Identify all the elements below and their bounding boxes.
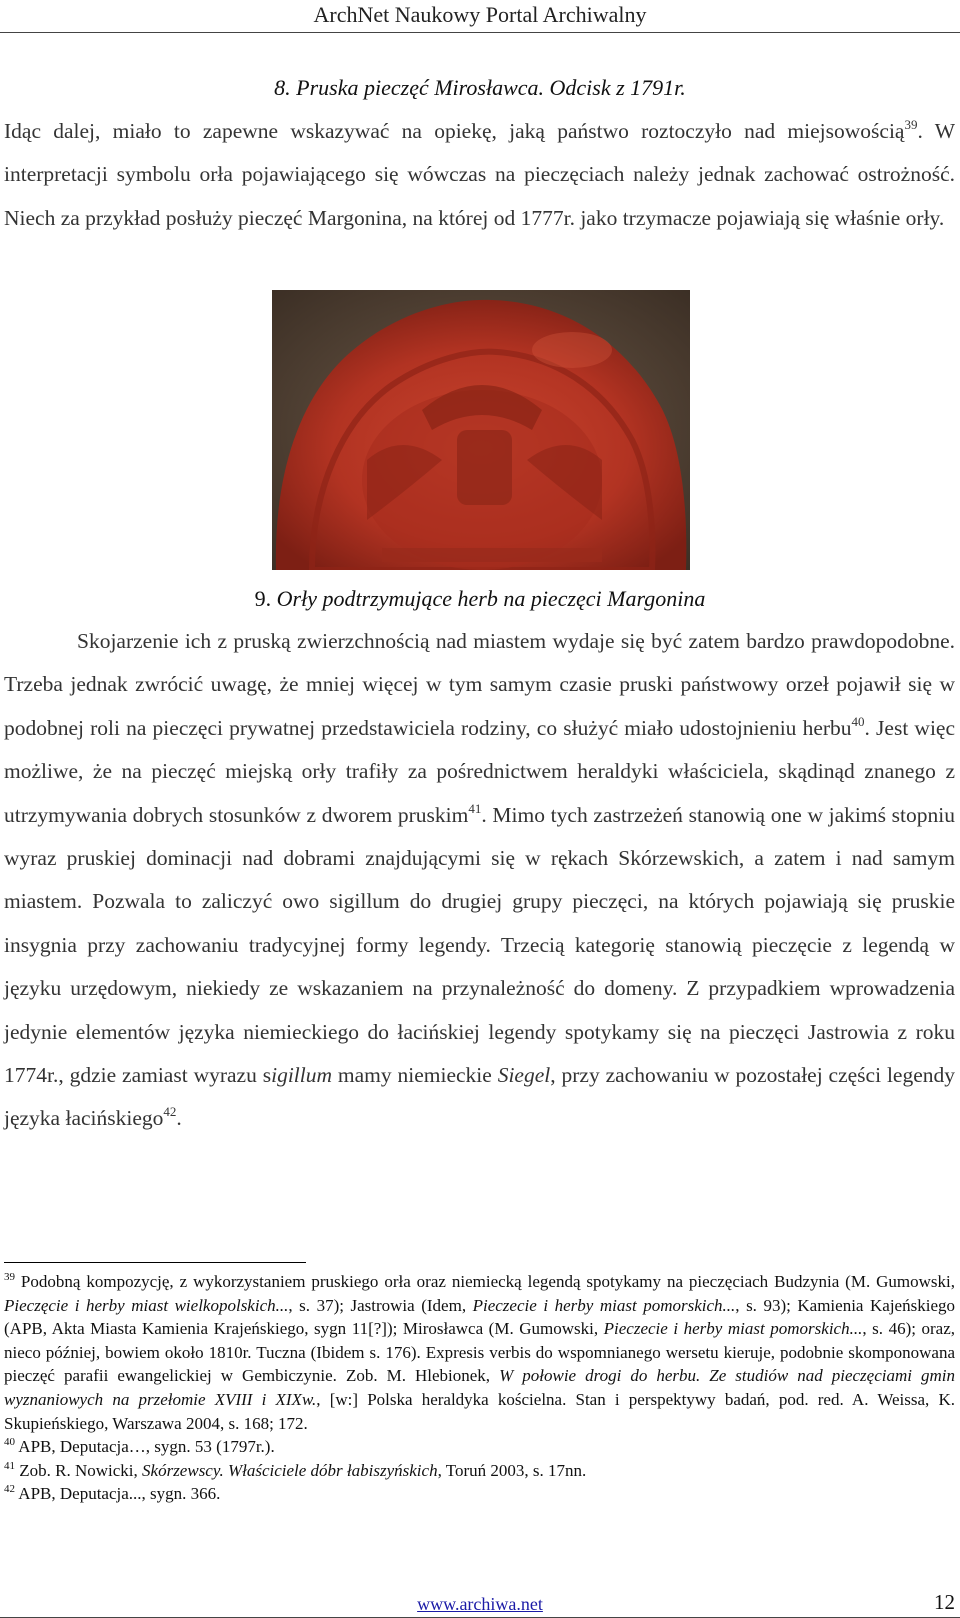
footnote-41 bbox=[4, 1459, 955, 1483]
footnote-40 bbox=[4, 1435, 955, 1459]
paragraph-text: . Jest więc możliwe, że na pieczęć miejską orły trafiły za pośrednictwem heraldyki właściciela, skądinąd znanego z utrzymywania dobrych stosunków z dworem pruskim bbox=[4, 715, 956, 827]
paragraph-1 bbox=[4, 110, 955, 240]
caption-text: Orły podtrzymujące herb na pieczęci Margonina bbox=[276, 586, 706, 611]
page-header: ArchNet Naukowy Portal Archiwalny bbox=[313, 2, 647, 27]
footer-link[interactable]: www.archiwa.net bbox=[417, 1594, 543, 1614]
footnote-text: Zob. R. Nowicki, bbox=[15, 1460, 143, 1480]
footnote-text: , s. 93); Kamienia Kajeńskiego (APB, Akta Miasta Kamienia Krajeńskiego, sygn 11[?]); Mirosławca (M. Gumowski, bbox=[4, 1295, 955, 1339]
paragraph-text: . bbox=[176, 1106, 182, 1131]
footnote-number: 40 bbox=[4, 1436, 15, 1449]
figure-caption-8: 8. Pruska pieczęć Mirosławca. Odcisk z 1791r. bbox=[274, 75, 686, 100]
paragraph-text: Skojarzenie ich z pruską zwierzchnością nad miastem wydaje się być zatem bardzo prawdopodobne. Trzeba jednak zwrócić uwagę, że mniej więcej w tym samym czasie pruski państwowy orzeł pojawił się w podobnej roli na pieczęci prywatnej przedstawiciela rodziny, co służyć miało udostojnieniu herbu bbox=[4, 629, 955, 740]
footnote-ref-42[interactable]: 42 bbox=[163, 1104, 177, 1120]
footnote-title: Skórzewscy. Właściciele dóbr łabiszyńskich bbox=[142, 1460, 438, 1480]
paragraph-text: . Mimo tych zastrzeżeń stanowią one w jakimś stopniu wyraz pruskiej dominacji nad dobrami znajdującymi się w rękach Skórzewskich, a zatem i nad samym miastem. Pozwala to zaliczyć owo sigillum do drugiej grupy pieczęci, na których pojawiają się pruskie insygnia przy zachowaniu tradycyjnej formy legendy. Trzecią kategorię stanowią pieczęcie z legendą w języku urzędowym, niekiedy ze wskazaniem na przynależność do domeny. Z przypadkiem wprowadzenia jedynie elementów języka niemieckiego do łacińskiej legendy spotykamy się na pieczęci Jastrowia z roku 1774r., gdzie zamiast wyrazu s bbox=[4, 802, 955, 1088]
footnote-title: Pieczecie i herby miast pomorskich... bbox=[603, 1319, 863, 1339]
italic-term: Siegel bbox=[497, 1063, 551, 1088]
paragraph-2 bbox=[4, 620, 955, 1141]
header-divider bbox=[0, 32, 960, 33]
footnote-ref-41[interactable]: 41 bbox=[468, 800, 482, 816]
paragraph-text: . W interpretacji symbolu orła pojawiającego się wówczas na pieczęciach należy jednak zachować ostrożność. Niech za przykład posłuży pieczęć Margonina, na której od 1777r. jako trzymacze pojawiają się właśnie orły. bbox=[4, 119, 956, 230]
footnote-text: , s. 37); Jastrowia (Idem, bbox=[288, 1295, 473, 1315]
figure-caption-9 bbox=[0, 586, 960, 612]
footnote-title: W połowie drogi do herbu. Ze studiów nad pieczęciami gmin wyznaniowych na przełomie XVIII i XIXw. bbox=[4, 1366, 955, 1409]
footnote-text: , Toruń 2003, s. 17nn. bbox=[437, 1460, 587, 1480]
footnote-text: APB, Deputacja..., sygn. 366. bbox=[15, 1484, 221, 1504]
footnote-title: Pieczecie i herby miast pomorskich... bbox=[472, 1295, 736, 1315]
footnotes bbox=[4, 1270, 955, 1506]
footnote-text: , [w:] Polska heraldyka kościelna. Stan i perspektywy badań, pod. red. A. Weissa, K. Skupieńskiego, Warszawa 2004, s. 168; 172. bbox=[4, 1389, 955, 1433]
footnote-number: 41 bbox=[4, 1459, 15, 1472]
footnote-text: APB, Deputacja…, sygn. 53 (1797r.). bbox=[15, 1437, 275, 1457]
footnote-39 bbox=[4, 1270, 955, 1435]
footnote-ref-39[interactable]: 39 bbox=[904, 117, 918, 132]
footnote-text: , s. 46); oraz, nieco później, bowiem około 1810r. Tuczna (Ibidem s. 176). Expresis verbis do wspomnianego wersetu kieruje, podobnie skomponowana pieczęć parafii ewangelickiej w Gembiczynie. Zob. M. Hlebionek, bbox=[4, 1319, 955, 1386]
footnote-42 bbox=[4, 1482, 955, 1506]
footnote-number: 42 bbox=[4, 1483, 15, 1496]
footnote-text: Podobną kompozycję, z wykorzystaniem pruskiego orła oraz niemiecką legendą spotykamy na pieczęciach Budzynia (M. Gumowski, bbox=[15, 1272, 955, 1291]
paragraph-text: , przy zachowaniu w pozostałej części legendy języka łacińskiego bbox=[4, 1063, 956, 1131]
caption-number: 9. bbox=[254, 586, 272, 611]
italic-term: igillum bbox=[271, 1063, 333, 1088]
footnote-title: Pieczęcie i herby miast wielkopolskich... bbox=[4, 1295, 289, 1315]
page-number: 12 bbox=[934, 1590, 955, 1614]
paragraph-text: Idąc dalej, miało to zapewne wskazywać na opiekę, jaką państwo roztoczyło nad miejsowością bbox=[4, 119, 905, 143]
footnote-number: 39 bbox=[4, 1271, 15, 1283]
footnote-ref-40[interactable]: 40 bbox=[851, 713, 865, 729]
footnote-divider bbox=[4, 1262, 306, 1263]
paragraph-text: mamy niemieckie bbox=[332, 1063, 498, 1088]
wax-seal-photo bbox=[272, 290, 690, 570]
